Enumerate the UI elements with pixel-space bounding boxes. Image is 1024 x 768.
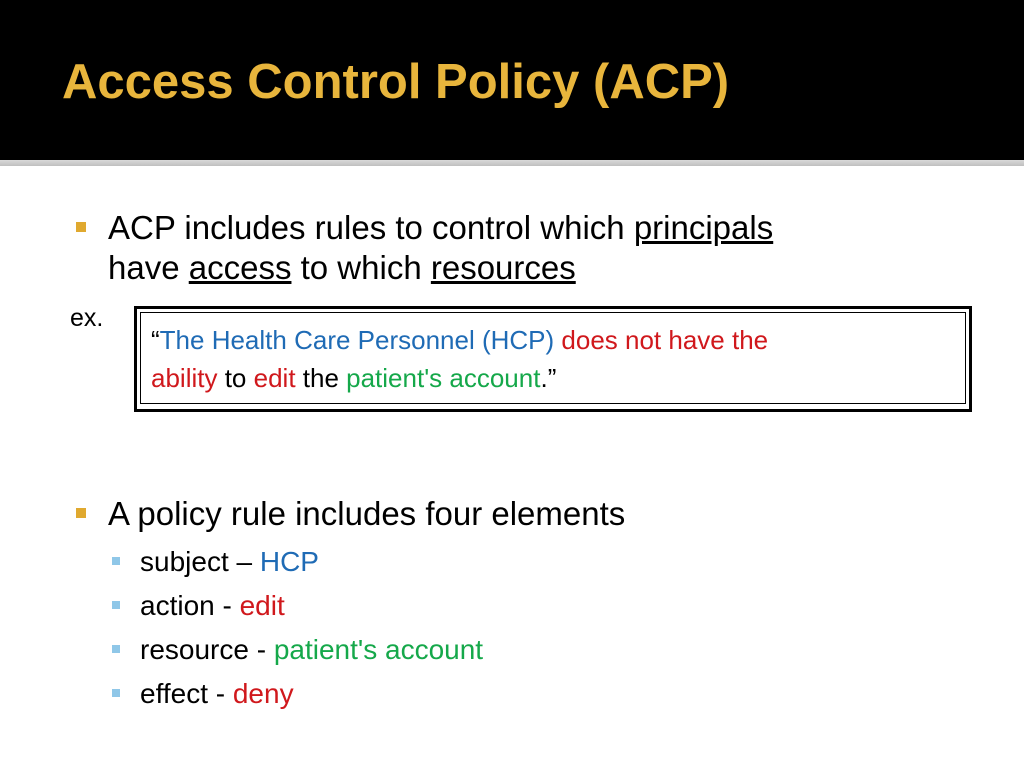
quote-effect-cont: ability (151, 363, 218, 393)
bullet-text-part: ACP includes rules to control which (108, 209, 634, 246)
term-principals: principals (633, 209, 774, 246)
example-quote-box (134, 306, 972, 412)
element-value: edit (239, 590, 285, 621)
bullet-text (108, 208, 773, 288)
title-bar (0, 0, 1024, 160)
element-label: action - (140, 590, 240, 621)
element-value: HCP (259, 546, 319, 577)
bullet-text-part: to which (291, 249, 431, 286)
element-label: effect - (140, 678, 233, 709)
square-bullet-icon (112, 557, 120, 565)
example-quote-text (140, 312, 966, 404)
element-value: deny (232, 678, 294, 709)
quote-resource: patient's account (346, 363, 541, 393)
quote-action: edit (253, 363, 296, 393)
example-label: ex. (70, 304, 104, 332)
square-bullet-icon (112, 645, 120, 653)
quote-word: the (295, 363, 347, 393)
square-bullet-icon (76, 222, 86, 232)
element-label: resource - (140, 634, 274, 665)
quote-subject: The Health Care Personnel (HCP) (159, 325, 555, 355)
term-access: access (188, 249, 292, 286)
close-quote: .” (540, 363, 557, 393)
square-bullet-icon (76, 508, 86, 518)
quote-effect: does not have the (561, 325, 769, 355)
element-value: patient's account (273, 634, 484, 665)
square-bullet-icon (112, 689, 120, 697)
bullet-text: A policy rule includes four elements (108, 495, 626, 532)
term-resources: resources (430, 249, 576, 286)
element-label: subject – (140, 546, 260, 577)
quote-word: to (217, 363, 254, 393)
title-divider (0, 160, 1024, 166)
open-quote: “ (151, 325, 160, 355)
bullet-text-part: have (108, 249, 189, 286)
square-bullet-icon (112, 601, 120, 609)
slide-title: Access Control Policy (ACP) (62, 55, 730, 109)
